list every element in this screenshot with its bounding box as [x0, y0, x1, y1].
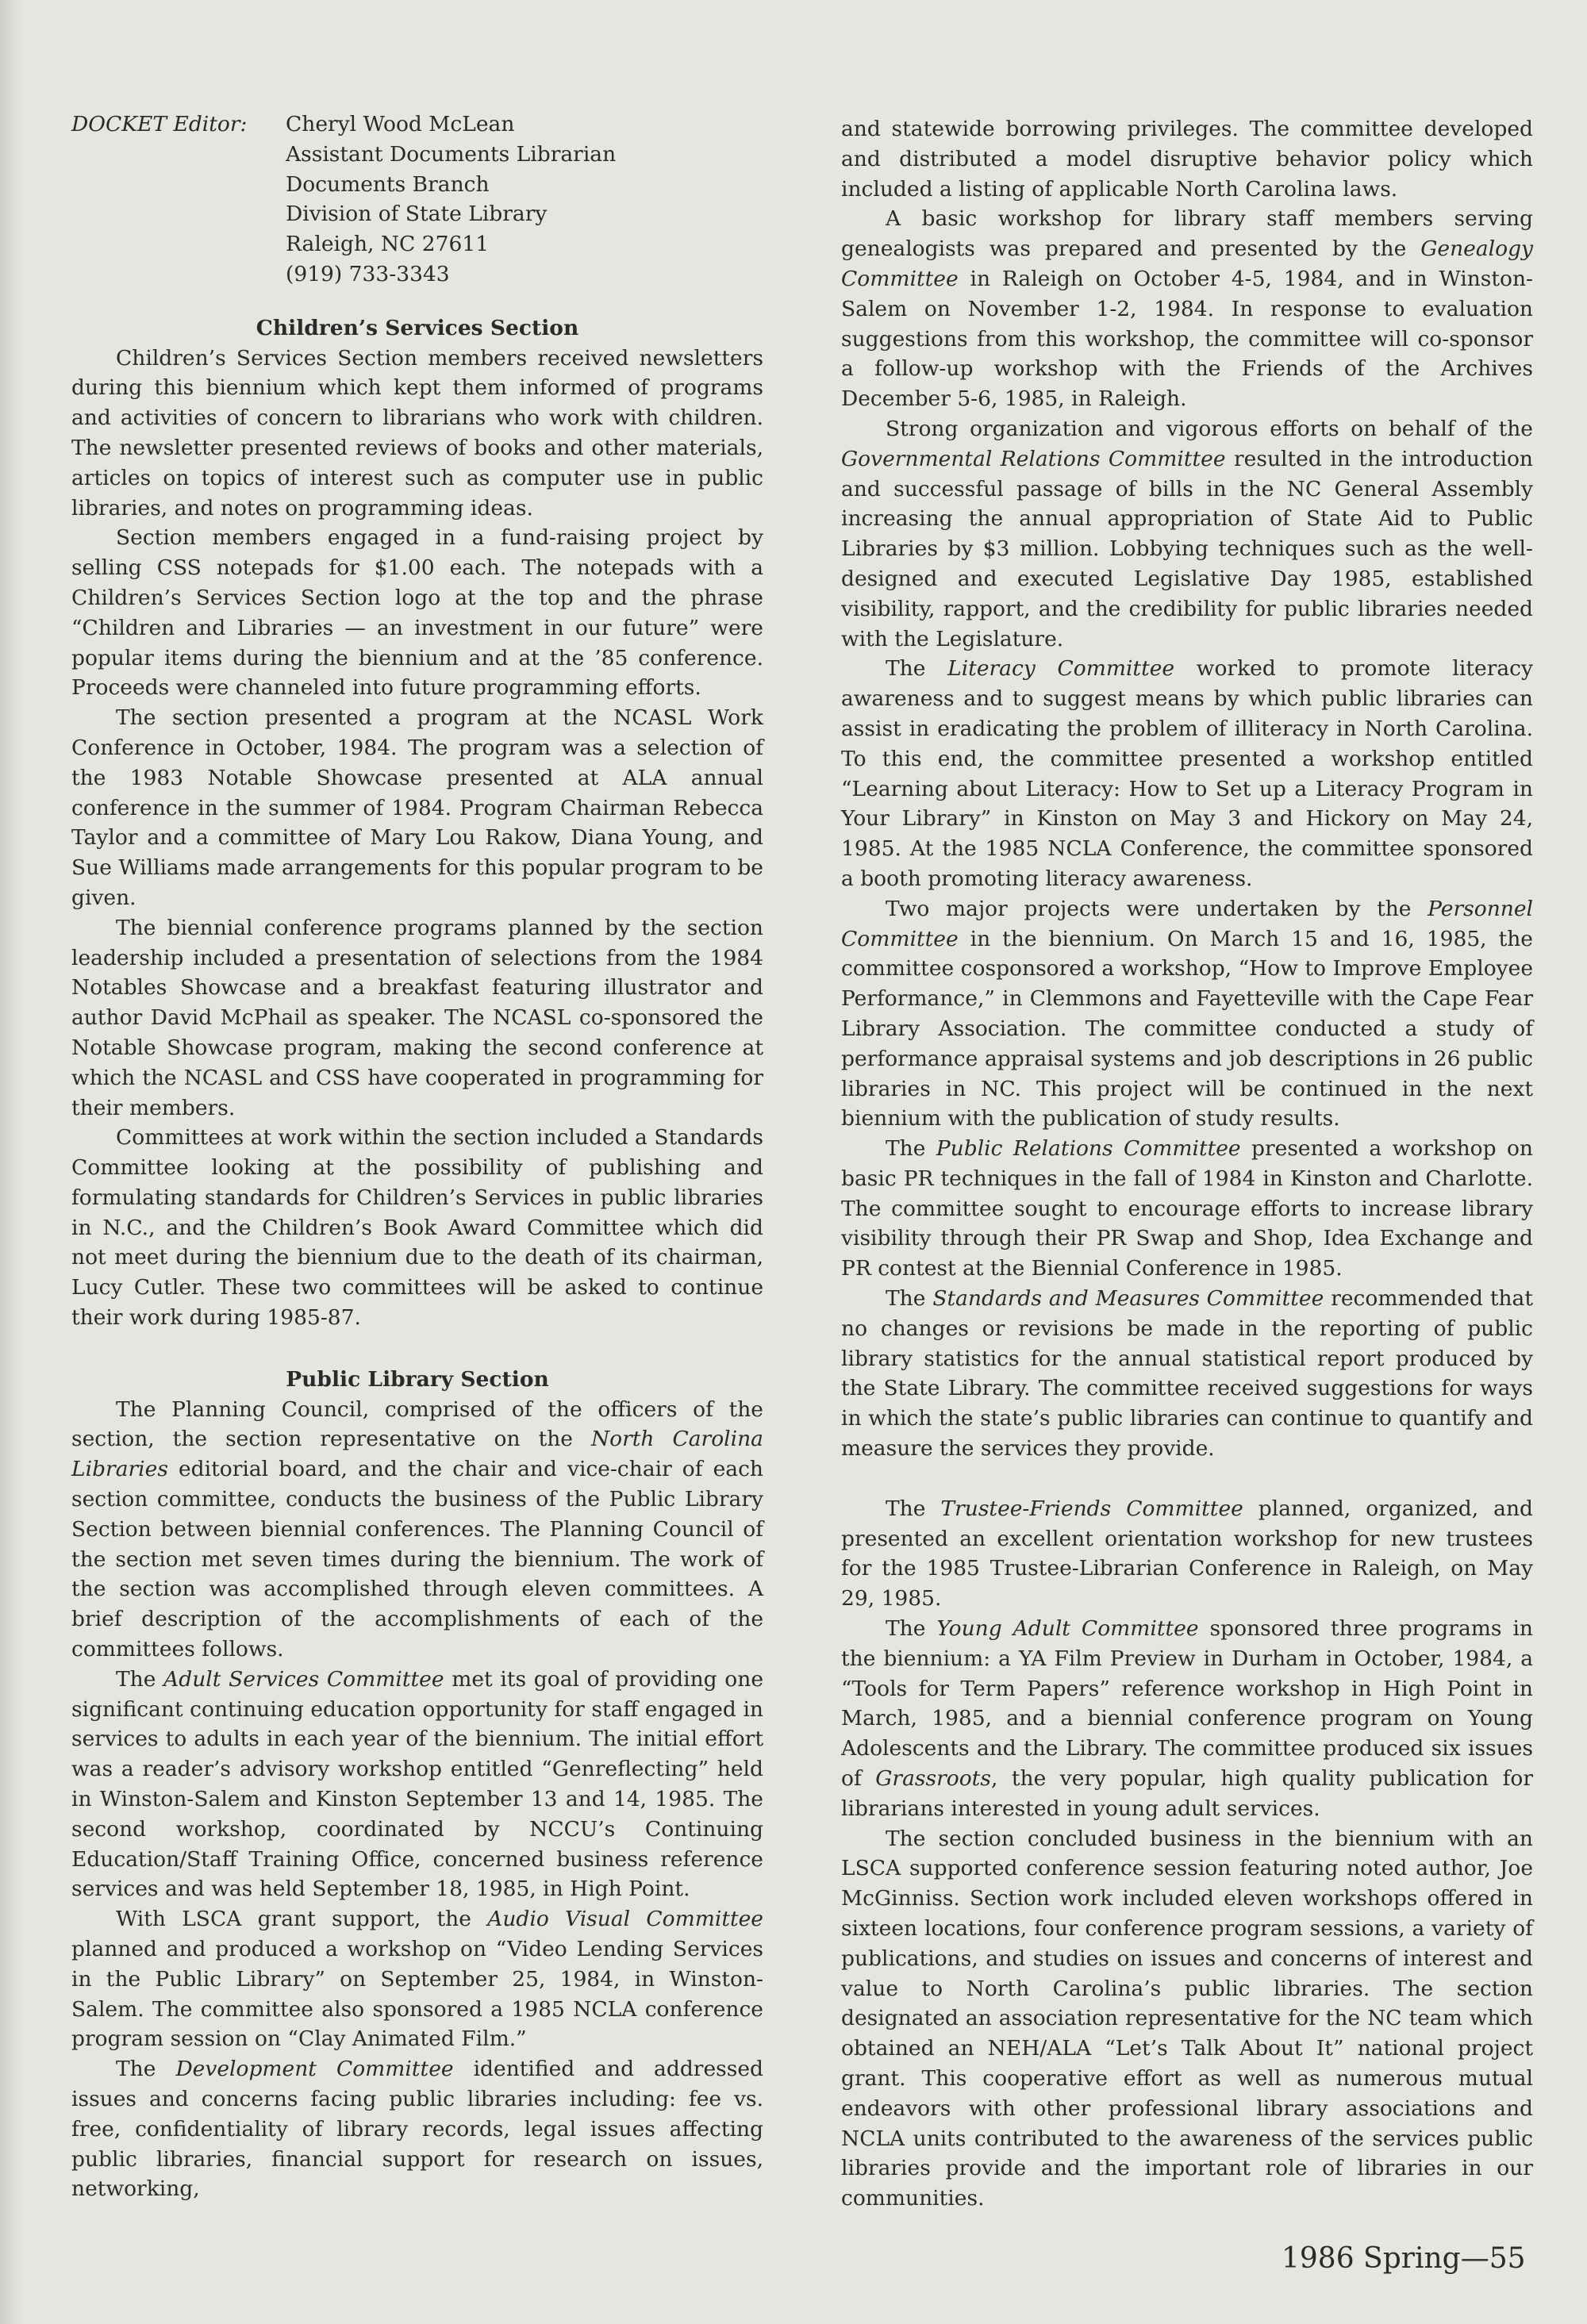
- left-column-body: [71, 313, 763, 2204]
- docket-editor-block: [71, 109, 763, 290]
- committee-name: Governmental Relations Committee: [841, 446, 1226, 471]
- paragraph-text: The: [116, 2057, 176, 2082]
- paragraph-text: Section members engaged in a fund-raising project by selling CSS notepads for $1.00 each. The notepads with a Children’s Services Section logo at the top and the phrase “Children and Libraries — an investment in our future” were popular items during the biennium and at the ’85 conference. Proceeds were channeled into future programming efforts.: [71, 525, 763, 701]
- paragraph-text: The: [886, 1496, 941, 1521]
- committee-name: Trustee-Friends Committee: [940, 1496, 1243, 1521]
- paragraph: [71, 703, 763, 913]
- paragraph-text: The Planning Council, comprised of the officers of the section, the section representative on the: [71, 1396, 763, 1452]
- paragraph: [71, 1665, 763, 1904]
- committee-name: Personnel Committee: [841, 896, 1533, 951]
- paragraph: [71, 1904, 763, 2054]
- paragraph-text: Two major projects were undertaken by the: [886, 896, 1428, 921]
- paragraph: [841, 1494, 1533, 1614]
- paragraph: [841, 894, 1533, 1134]
- paragraph: [841, 414, 1533, 654]
- paragraph: [841, 204, 1533, 414]
- paragraph-text: Children’s Services Section members received newsletters during this biennium which kept them informed of programs and activities of concern to librarians who work with children. The newsletter presented reviews of books and other materials, articles on topics of interest such as computer use in public libraries, and notes on programming ideas.: [71, 345, 763, 520]
- paragraph-text: The section presented a program at the NCASL Work Conference in October, 1984. The program was a selection of the 1983 Notable Showcase presented at ALA annual conference in the summer of 1984. Program Chairman Rebecca Taylor and a committee of Mary Lou Rakow, Diana Young, and Sue Williams made arrangements for this popular program to be given.: [71, 705, 763, 910]
- paragraph-text: The biennial conference programs planned by the section leadership included a presentation of selections from the 1984 Notables Showcase and a breakfast featuring illustrator and author David McPhail as speaker. The NCASL co-sponsored the Notable Showcase program, making the second conference at which the NCASL and CSS have cooperated in programming for their members.: [71, 915, 763, 1120]
- paragraph: [841, 1824, 1533, 2214]
- paragraph-text: Strong organization and vigorous efforts on behalf of the: [886, 416, 1533, 441]
- editor-division: Division of State Library: [286, 202, 548, 227]
- editor-title: Assistant Documents Librarian: [286, 141, 617, 167]
- committee-name: Young Adult Committee: [936, 1616, 1199, 1642]
- paragraph: [71, 1395, 763, 1665]
- editor-address: [286, 109, 616, 290]
- paragraph-text: Committees at work within the section included a Standards Committee looking at the possibility of publishing and formulating standards for Children’s Services in public libraries in N.C., and the Children’s Book Award Committee which did not meet during the biennium due to the death of its chairman, Lucy Cutler. These two committees will be asked to continue their work during 1985-87.: [71, 1125, 763, 1331]
- paragraph-text: sponsored three programs in the biennium: a YA Film Preview in Durham in October, 1984, a “Tools for Term Papers” reference workshop in High Point in March, 1985, and a biennial conference program on Young Adolescents and the Library. The committee produced six issues of: [841, 1616, 1533, 1792]
- left-column: [71, 109, 763, 2204]
- committee-name: Standards and Measures Committee: [932, 1286, 1324, 1312]
- paragraph-text: The: [886, 1136, 936, 1162]
- page-footer: 1986 Spring—55: [1282, 2242, 1526, 2275]
- section-heading: Children’s Services Section: [256, 315, 579, 340]
- paragraph: [841, 1134, 1533, 1284]
- paragraph-text: The: [886, 656, 948, 682]
- paragraph-text: editorial board, and the chair and vice-chair of each section committee, conducts the business of the Public Library Section between biennial conferences. The Planning Council of the section met seven times during the biennium. The work of the section was accomplished through eleven committees. A brief description of the accomplishments of each of the committees follows.: [71, 1457, 763, 1662]
- paragraph-text: in Raleigh on October 4-5, 1984, and in Winston-Salem on November 1-2, 1984. In response to evaluation suggestions from this workshop, the committee will co-sponsor a follow-up workshop with the Friends of the Archives December 5-6, 1985, in Raleigh.: [841, 266, 1533, 412]
- paragraph-text: resulted in the introduction and successful passage of bills in the NC General Assembly increasing the annual appropriation of State Aid to Public Libraries by $3 million. Lobbying techniques such as the well-designed and executed Legislative Day 1985, established visibility, rapport, and the credibility for public libraries needed with the Legislature.: [841, 446, 1533, 651]
- paragraph-text: identified and addressed issues and concerns facing public libraries including: fee vs. free, confidentiality of library records, legal issues affecting public libraries, financial support for research on issues, networking,: [71, 2057, 763, 2202]
- paragraph-text: planned, organized, and presented an excellent orientation workshop for new trustees for the 1985 Trustee-Librarian Conference in Raleigh, on May 29, 1985.: [841, 1496, 1533, 1611]
- committee-name: Adult Services Committee: [163, 1666, 444, 1692]
- paragraph-text: The: [886, 1286, 933, 1312]
- paragraph: [71, 913, 763, 1124]
- paragraph-text: A basic workshop for library staff members serving genealogists was prepared and presented by the: [841, 206, 1533, 262]
- paragraph-text: and statewide borrowing privileges. The committee developed and distributed a model disruptive behavior policy which included a listing of applicable North Carolina laws.: [841, 117, 1533, 202]
- paragraph: [71, 2054, 763, 2204]
- paragraph-text: The: [116, 1666, 164, 1692]
- committee-name: Grassroots: [875, 1766, 991, 1792]
- committee-name: Genealogy Committee: [841, 236, 1533, 291]
- paragraph-text: met its goal of providing one significant continuing education opportunity for staff engaged in services to adults in each year of the biennium. The initial effort was a reader’s advisory workshop entitled “Genreflecting” held in Winston-Salem and Kinston September 13 and 14, 1985. The second workshop, coordinated by NCCU’s Continuing Education/Staff Training Office, concerned business reference services and was held September 18, 1985, in High Point.: [71, 1666, 764, 1902]
- paragraph: [841, 114, 1533, 204]
- paragraph: [71, 1123, 763, 1333]
- editor-phone: (919) 733-3343: [286, 261, 450, 286]
- paragraph-text: in the biennium. On March 15 and 16, 1985, the committee cosponsored a workshop, “How to Improve Employee Performance,” in Clemmons and Fayetteville with the Cape Fear Library Association. The committee conducted a study of performance appraisal systems and job descriptions in 26 public libraries in NC. This project will be continued in the next biennium with the publication of study results.: [841, 926, 1533, 1131]
- committee-name: Literacy Committee: [947, 656, 1175, 682]
- section-heading: Public Library Section: [286, 1366, 549, 1392]
- right-column: [841, 114, 1533, 2214]
- paragraph-text: , the very popular, high quality publication for librarians interested in young adult services.: [841, 1766, 1534, 1821]
- editor-city: Raleigh, NC 27611: [286, 232, 490, 257]
- docket-editor-label: DOCKET Editor:: [71, 112, 248, 136]
- paragraph: [841, 1284, 1533, 1464]
- paragraph: [841, 654, 1533, 893]
- committee-name: Public Relations Committee: [936, 1136, 1241, 1162]
- page-gutter-shadow: [0, 0, 22, 2324]
- paragraph-text: presented a workshop on basic PR techniques in the fall of 1984 in Kinston and Charlotte. The committee sought to encourage efforts to increase library visibility through their PR Swap and Shop, Idea Exchange and PR contest at the Biennial Conference in 1985.: [841, 1136, 1533, 1281]
- paragraph-text: recommended that no changes or revisions be made in the reporting of public library statistics for the annual statistical report produced by the State Library. The committee received suggestions for ways in which the state’s public libraries can continue to quantify and measure the services they provide.: [841, 1286, 1533, 1462]
- paragraph-text: With LSCA grant support, the: [116, 1907, 488, 1932]
- paragraph-text: The: [886, 1616, 937, 1642]
- committee-name: Audio Visual Committee: [487, 1907, 763, 1932]
- paragraph: [71, 523, 763, 703]
- right-column-body: [841, 114, 1533, 2214]
- editor-name: Cheryl Wood McLean: [286, 112, 515, 136]
- paragraph-text: worked to promote literacy awareness and to suggest means by which public libraries can assist in eradicating the problem of illiteracy in North Carolina. To this end, the committee presented a workshop entitled “Learning about Literacy: How to Set up a Literacy Program in Your Library” in Kinston on May 3 and Hickory on May 24, 1985. At the 1985 NCLA Conference, the committee sponsored a booth promoting literacy awareness.: [841, 656, 1533, 891]
- committee-name: North Carolina Libraries: [71, 1427, 763, 1482]
- committee-name: Development Committee: [175, 2057, 454, 2082]
- paragraph: [71, 344, 763, 524]
- paragraph: [841, 1614, 1533, 1824]
- paragraph-text: The section concluded business in the biennium with an LSCA supported conference session featuring noted author, Joe McGinniss. Section work included eleven workshops offered in sixteen locations, four conference program sessions, a variety of publications, and studies on issues and concerns of interest and value to North Carolina’s public libraries. The section designated an association representative for the NC team which obtained an NEH/ALA “Let’s Talk About It” national project grant. This cooperative effort as well as numerous mutual endeavors with other professional library associations and NCLA units contributed to the awareness of the services public libraries provide and the important role of libraries in our communities.: [841, 1826, 1533, 2211]
- editor-branch: Documents Branch: [286, 171, 490, 197]
- paragraph-text: planned and produced a workshop on “Video Lending Services in the Public Library” on September 25, 1984, in Winston-Salem. The committee also sponsored a 1985 NCLA conference program session on “Clay Animated Film.”: [71, 1937, 763, 2052]
